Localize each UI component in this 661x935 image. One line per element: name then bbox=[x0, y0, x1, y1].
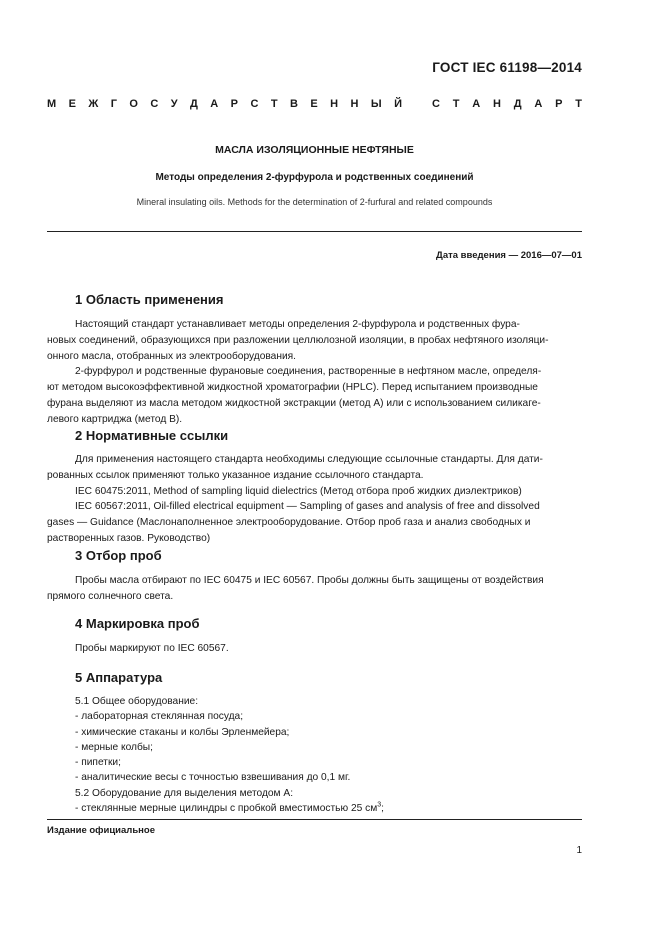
list-item: - аналитические весы с точностью взвешивания до 0,1 мг. bbox=[75, 772, 351, 784]
list-item: 5.1 Общее оборудование: bbox=[75, 696, 199, 707]
section-body bbox=[47, 452, 582, 547]
banner-letter: Д bbox=[190, 98, 198, 110]
list-item: - мерные колбы; bbox=[75, 741, 153, 753]
section-body bbox=[47, 573, 582, 605]
text-line: IEC 60567:2011, Oil-filled electrical equipment — Sampling of gases and analysis of free and dissolved bbox=[75, 501, 540, 513]
text-line: Настоящий стандарт устанавливает методы определения 2-фурфурола и родственных фура- bbox=[75, 319, 520, 330]
text-line: фурана выделяют из масла методом жидкостной экстракции (метод А) или с использованием силикаге- bbox=[47, 397, 541, 409]
banner-letter: А bbox=[472, 98, 481, 110]
list-item-text: - стеклянные мерные цилиндры с пробкой вместимостью 25 см bbox=[75, 803, 378, 815]
banner-letter: В bbox=[289, 98, 298, 110]
list-item: 5.2 Оборудование для выделения методом А: bbox=[75, 787, 294, 799]
banner-letter: Ы bbox=[370, 98, 382, 110]
banner-letter: С bbox=[150, 98, 159, 110]
banner-letter: Н bbox=[350, 98, 359, 110]
banner-letter: Р bbox=[555, 98, 563, 110]
text-line: онного масла, отобранных из электрооборудования. bbox=[47, 350, 296, 362]
banner-letter: Д bbox=[513, 98, 522, 110]
text-line: 2-фурфурол и родственные фурановые соединения, растворенные в нефтяном масле, определя- bbox=[75, 366, 542, 378]
banner-letter: Т bbox=[270, 98, 278, 110]
section-heading: 4 Маркировка проб bbox=[75, 616, 200, 631]
banner-letter: А bbox=[534, 98, 543, 110]
text-line: растворенных газов. Руководство) bbox=[47, 532, 211, 544]
section-heading: 1 Область применения bbox=[75, 292, 224, 307]
banner-letter: М bbox=[47, 98, 57, 110]
banner-letter: Ж bbox=[88, 98, 99, 110]
banner-letter: У bbox=[170, 98, 178, 110]
section-body bbox=[47, 317, 582, 428]
banner-letter: А bbox=[210, 98, 219, 110]
banner-letter: С bbox=[432, 98, 440, 110]
banner-letter: Г bbox=[110, 98, 117, 110]
list-item: - лабораторная стеклянная посуда; bbox=[75, 711, 244, 723]
introduction-date: Дата введения — 2016—07—01 bbox=[436, 250, 582, 261]
superscript: 3 bbox=[377, 801, 382, 809]
banner-letter: Е bbox=[68, 98, 76, 110]
text-line: Пробы масла отбирают по IEC 60475 и IEC 60567. Пробы должны быть защищены от воздействия bbox=[75, 575, 544, 586]
banner-letter: Р bbox=[230, 98, 239, 110]
section-heading: 5 Аппаратура bbox=[75, 670, 163, 685]
document-code: ГОСТ IEC 61198—2014 bbox=[432, 60, 582, 75]
page-number: 1 bbox=[576, 845, 582, 856]
equipment-list bbox=[75, 694, 582, 816]
banner-letter: Е bbox=[310, 98, 318, 110]
document-subtitle: Методы определения 2-фурфурола и родственных соединений bbox=[155, 172, 474, 183]
text-line: gases — Guidance (Маслонаполненное электрооборудование. Отбор проб газа и анализ свободных и bbox=[47, 517, 531, 529]
interstate-word-2 bbox=[432, 98, 582, 110]
interstate-word-1 bbox=[47, 98, 402, 110]
text-line: новых соединений, образующихся при разложении целлюлозной изоляции, в пробах нефтяного изоляци- bbox=[47, 334, 549, 346]
text-line: ют методом высокоэффективной жидкостной хроматографии (HPLC). Перед испытанием производные bbox=[47, 382, 538, 394]
footer-divider bbox=[47, 819, 582, 820]
text-line: прямого солнечного света. bbox=[47, 590, 174, 602]
banner-letter: Н bbox=[492, 98, 501, 110]
text-line: левого картриджа (метод В). bbox=[47, 413, 183, 425]
banner-letter: О bbox=[129, 98, 138, 110]
document-title-english: Mineral insulating oils. Methods for the determination of 2-furfural and related compounds bbox=[136, 197, 493, 207]
text-line: Для применения настоящего стандарта необходимы следующие ссылочные стандарты. Для дати- bbox=[75, 454, 543, 465]
section-heading: 3 Отбор проб bbox=[75, 548, 162, 563]
list-item-end: ; bbox=[381, 803, 384, 815]
banner-letter: Т bbox=[452, 98, 460, 110]
text-line: Пробы маркируют по IEC 60567. bbox=[75, 643, 229, 654]
section-heading: 2 Нормативные ссылки bbox=[75, 428, 229, 443]
edition-label: Издание официальное bbox=[47, 825, 155, 836]
banner-letter: Т bbox=[575, 98, 582, 110]
text-line: IEC 60475:2011, Method of sampling liquid dielectrics (Метод отбора проб жидких диэлектриков) bbox=[75, 485, 522, 497]
list-item: - пипетки; bbox=[75, 757, 121, 769]
header-divider bbox=[47, 231, 582, 232]
banner-letter: Н bbox=[330, 98, 339, 110]
section-body bbox=[75, 641, 582, 657]
list-item bbox=[75, 801, 582, 816]
document-title: МАСЛА ИЗОЛЯЦИОННЫЕ НЕФТЯНЫЕ bbox=[215, 144, 414, 156]
banner-letter: С bbox=[250, 98, 259, 110]
banner-letter: Й bbox=[394, 98, 402, 110]
interstate-standard-banner bbox=[47, 98, 582, 110]
list-item: - химические стаканы и колбы Эрленмейера; bbox=[75, 726, 290, 738]
text-line: рованных ссылок применяют только указанное издание ссылочного стандарта. bbox=[47, 469, 424, 481]
